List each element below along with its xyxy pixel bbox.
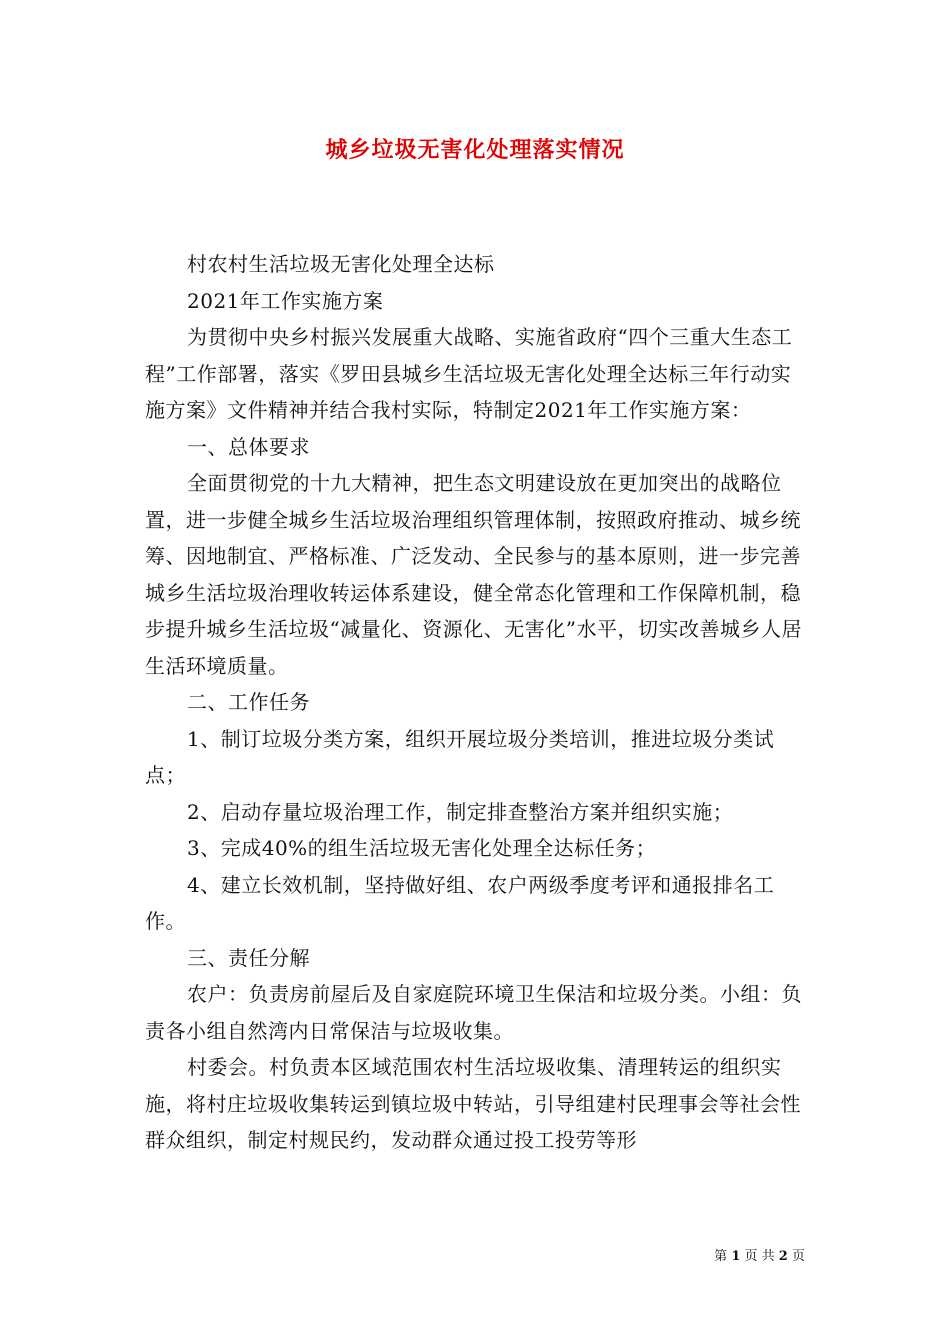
list-item: 2、启动存量垃圾治理工作，制定排查整治方案并组织实施； (187, 799, 734, 824)
section-heading: 三、责任分解 (187, 945, 310, 970)
list-item: 1、制订垃圾分类方案，组织开展垃圾分类培训，推进垃圾分类试点； (145, 726, 775, 787)
total-pages-number: 2 (778, 1249, 788, 1264)
document-body (145, 246, 807, 1159)
footer-suffix: 页 (791, 1249, 805, 1264)
paragraph: 全面贯彻党的十九大精神，把生态文明建设放在更加突出的战略位置，进一步健全城乡生活垃圾治理组织管理体制，按照政府推动、城乡统筹、因地制宜、严格标准、广泛发动、全民参与的基本原则，进一步完善城乡生活垃圾治理收转运体系建设，健全常态化管理和工作保障机制，稳步提升城乡生活垃圾“减量化、资源化、无害化”水平，切实改善城乡人居生活环境质量。 (145, 471, 802, 678)
paragraph: 2021年工作实施方案 (187, 288, 384, 313)
page-number-footer (714, 1245, 805, 1264)
document-title: 城乡垃圾无害化处理落实情况 (325, 137, 625, 163)
paragraph: 为贯彻中央乡村振兴发展重大战略、实施省政府“四个三重大生态工程”工作部署，落实《罗田县城乡生活垃圾无害化处理全达标三年行动实施方案》文件精神并结合我村实际，特制定2021年工作实施方案： (145, 325, 793, 422)
footer-prefix: 第 (714, 1249, 728, 1264)
current-page-number: 1 (731, 1249, 741, 1264)
section-heading: 二、工作任务 (187, 690, 310, 714)
section-heading: 一、总体要求 (187, 434, 310, 459)
paragraph: 农户：负责房前屋后及自家庭院环境卫生保洁和垃圾分类。小组：负责各小组自然湾内日常保洁与垃圾收集。 (145, 982, 802, 1043)
list-item: 3、完成40%的组生活垃圾无害化处理全达标任务； (187, 836, 657, 860)
paragraph: 村农村生活垃圾无害化处理全达标 (187, 252, 495, 276)
paragraph: 村委会。村负责本区域范围农村生活垃圾收集、清理转运的组织实施，将村庄垃圾收集转运到镇垃圾中转站，引导组建村民理事会等社会性群众组织，制定村规民约，发动群众通过投工投劳等形 (145, 1055, 801, 1152)
list-item: 4、建立长效机制，坚持做好组、农户两级季度考评和通报排名工作。 (145, 872, 775, 933)
footer-middle: 页 共 (744, 1249, 775, 1264)
